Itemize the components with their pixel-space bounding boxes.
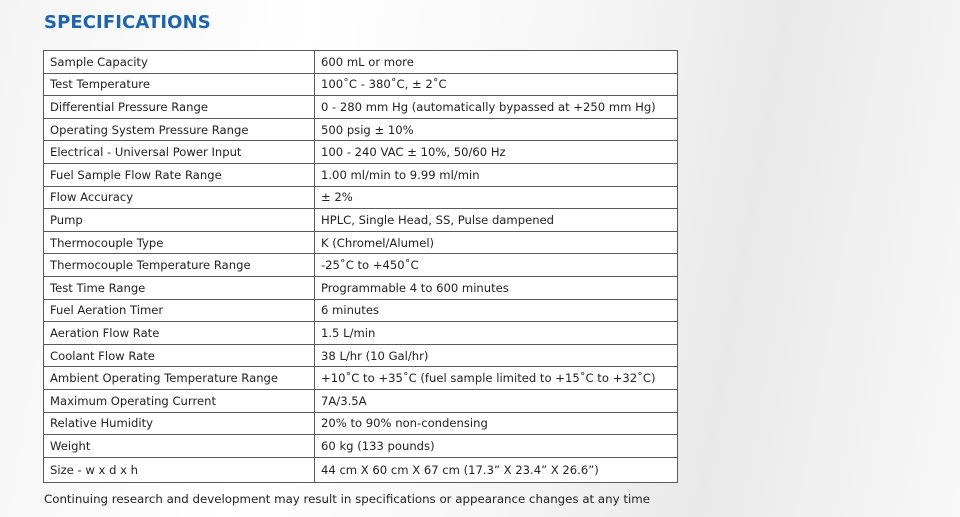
- table-row: [44, 186, 678, 209]
- spec-value: 600 mL or more: [315, 51, 678, 74]
- spec-value: 38 L/hr (10 Gal/hr): [315, 344, 678, 367]
- spec-value: 60 kg (133 pounds): [315, 435, 678, 458]
- page-title: SPECIFICATIONS: [44, 12, 211, 33]
- spec-label: Operating System Pressure Range: [44, 118, 315, 141]
- spec-value: HPLC, Single Head, SS, Pulse dampened: [315, 209, 678, 232]
- table-row: [44, 163, 678, 186]
- table-row: [44, 231, 678, 254]
- spec-value: 500 psig ± 10%: [315, 118, 678, 141]
- spec-value: 7A/3.5A: [315, 389, 678, 412]
- table-row: [44, 367, 678, 390]
- table-row: [44, 96, 678, 119]
- spec-label: Fuel Aeration Timer: [44, 299, 315, 322]
- spec-label: Ambient Operating Temperature Range: [44, 367, 315, 390]
- spec-value: 20% to 90% non-condensing: [315, 412, 678, 435]
- table-row: [44, 254, 678, 277]
- table-row: [44, 389, 678, 412]
- table-row: [44, 322, 678, 345]
- spec-label: Test Time Range: [44, 276, 315, 299]
- table-row: [44, 141, 678, 164]
- spec-value: 6 minutes: [315, 299, 678, 322]
- spec-value: 100 - 240 VAC ± 10%, 50/60 Hz: [315, 141, 678, 164]
- spec-label: Thermocouple Type: [44, 231, 315, 254]
- spec-value: 1.00 ml/min to 9.99 ml/min: [315, 163, 678, 186]
- table-row: [44, 276, 678, 299]
- table-row: [44, 457, 678, 482]
- spec-label: Electrical - Universal Power Input: [44, 141, 315, 164]
- spec-value: 100˚C - 380˚C, ± 2˚C: [315, 73, 678, 96]
- table-row: [44, 118, 678, 141]
- table-row: [44, 412, 678, 435]
- spec-label: Differential Pressure Range: [44, 96, 315, 119]
- spec-label: Flow Accuracy: [44, 186, 315, 209]
- spec-value: -25˚C to +450˚C: [315, 254, 678, 277]
- table-row: [44, 435, 678, 458]
- spec-label: Test Temperature: [44, 73, 315, 96]
- footnote: Continuing research and development may result in specifications or appearance changes at any time: [44, 492, 651, 506]
- spec-label: Maximum Operating Current: [44, 389, 315, 412]
- spec-label: Size - w x d x h: [44, 457, 315, 482]
- spec-value: K (Chromel/Alumel): [315, 231, 678, 254]
- spec-label: Fuel Sample Flow Rate Range: [44, 163, 315, 186]
- table-row: [44, 209, 678, 232]
- spec-label: Sample Capacity: [44, 51, 315, 74]
- spec-label: Aeration Flow Rate: [44, 322, 315, 345]
- spec-value: +10˚C to +35˚C (fuel sample limited to +15˚C to +32˚C): [315, 367, 678, 390]
- table-row: [44, 73, 678, 96]
- specifications-table-body: [44, 51, 678, 483]
- spec-label: Relative Humidity: [44, 412, 315, 435]
- spec-value: ± 2%: [315, 186, 678, 209]
- specifications-table: [43, 50, 678, 483]
- spec-label: Weight: [44, 435, 315, 458]
- spec-label: Coolant Flow Rate: [44, 344, 315, 367]
- table-row: [44, 51, 678, 74]
- table-row: [44, 344, 678, 367]
- spec-value: 44 cm X 60 cm X 67 cm (17.3” X 23.4” X 26.6”): [315, 457, 678, 482]
- spec-value: Programmable 4 to 600 minutes: [315, 276, 678, 299]
- spec-value: 0 - 280 mm Hg (automatically bypassed at +250 mm Hg): [315, 96, 678, 119]
- spec-label: Thermocouple Temperature Range: [44, 254, 315, 277]
- table-row: [44, 299, 678, 322]
- spec-label: Pump: [44, 209, 315, 232]
- spec-value: 1.5 L/min: [315, 322, 678, 345]
